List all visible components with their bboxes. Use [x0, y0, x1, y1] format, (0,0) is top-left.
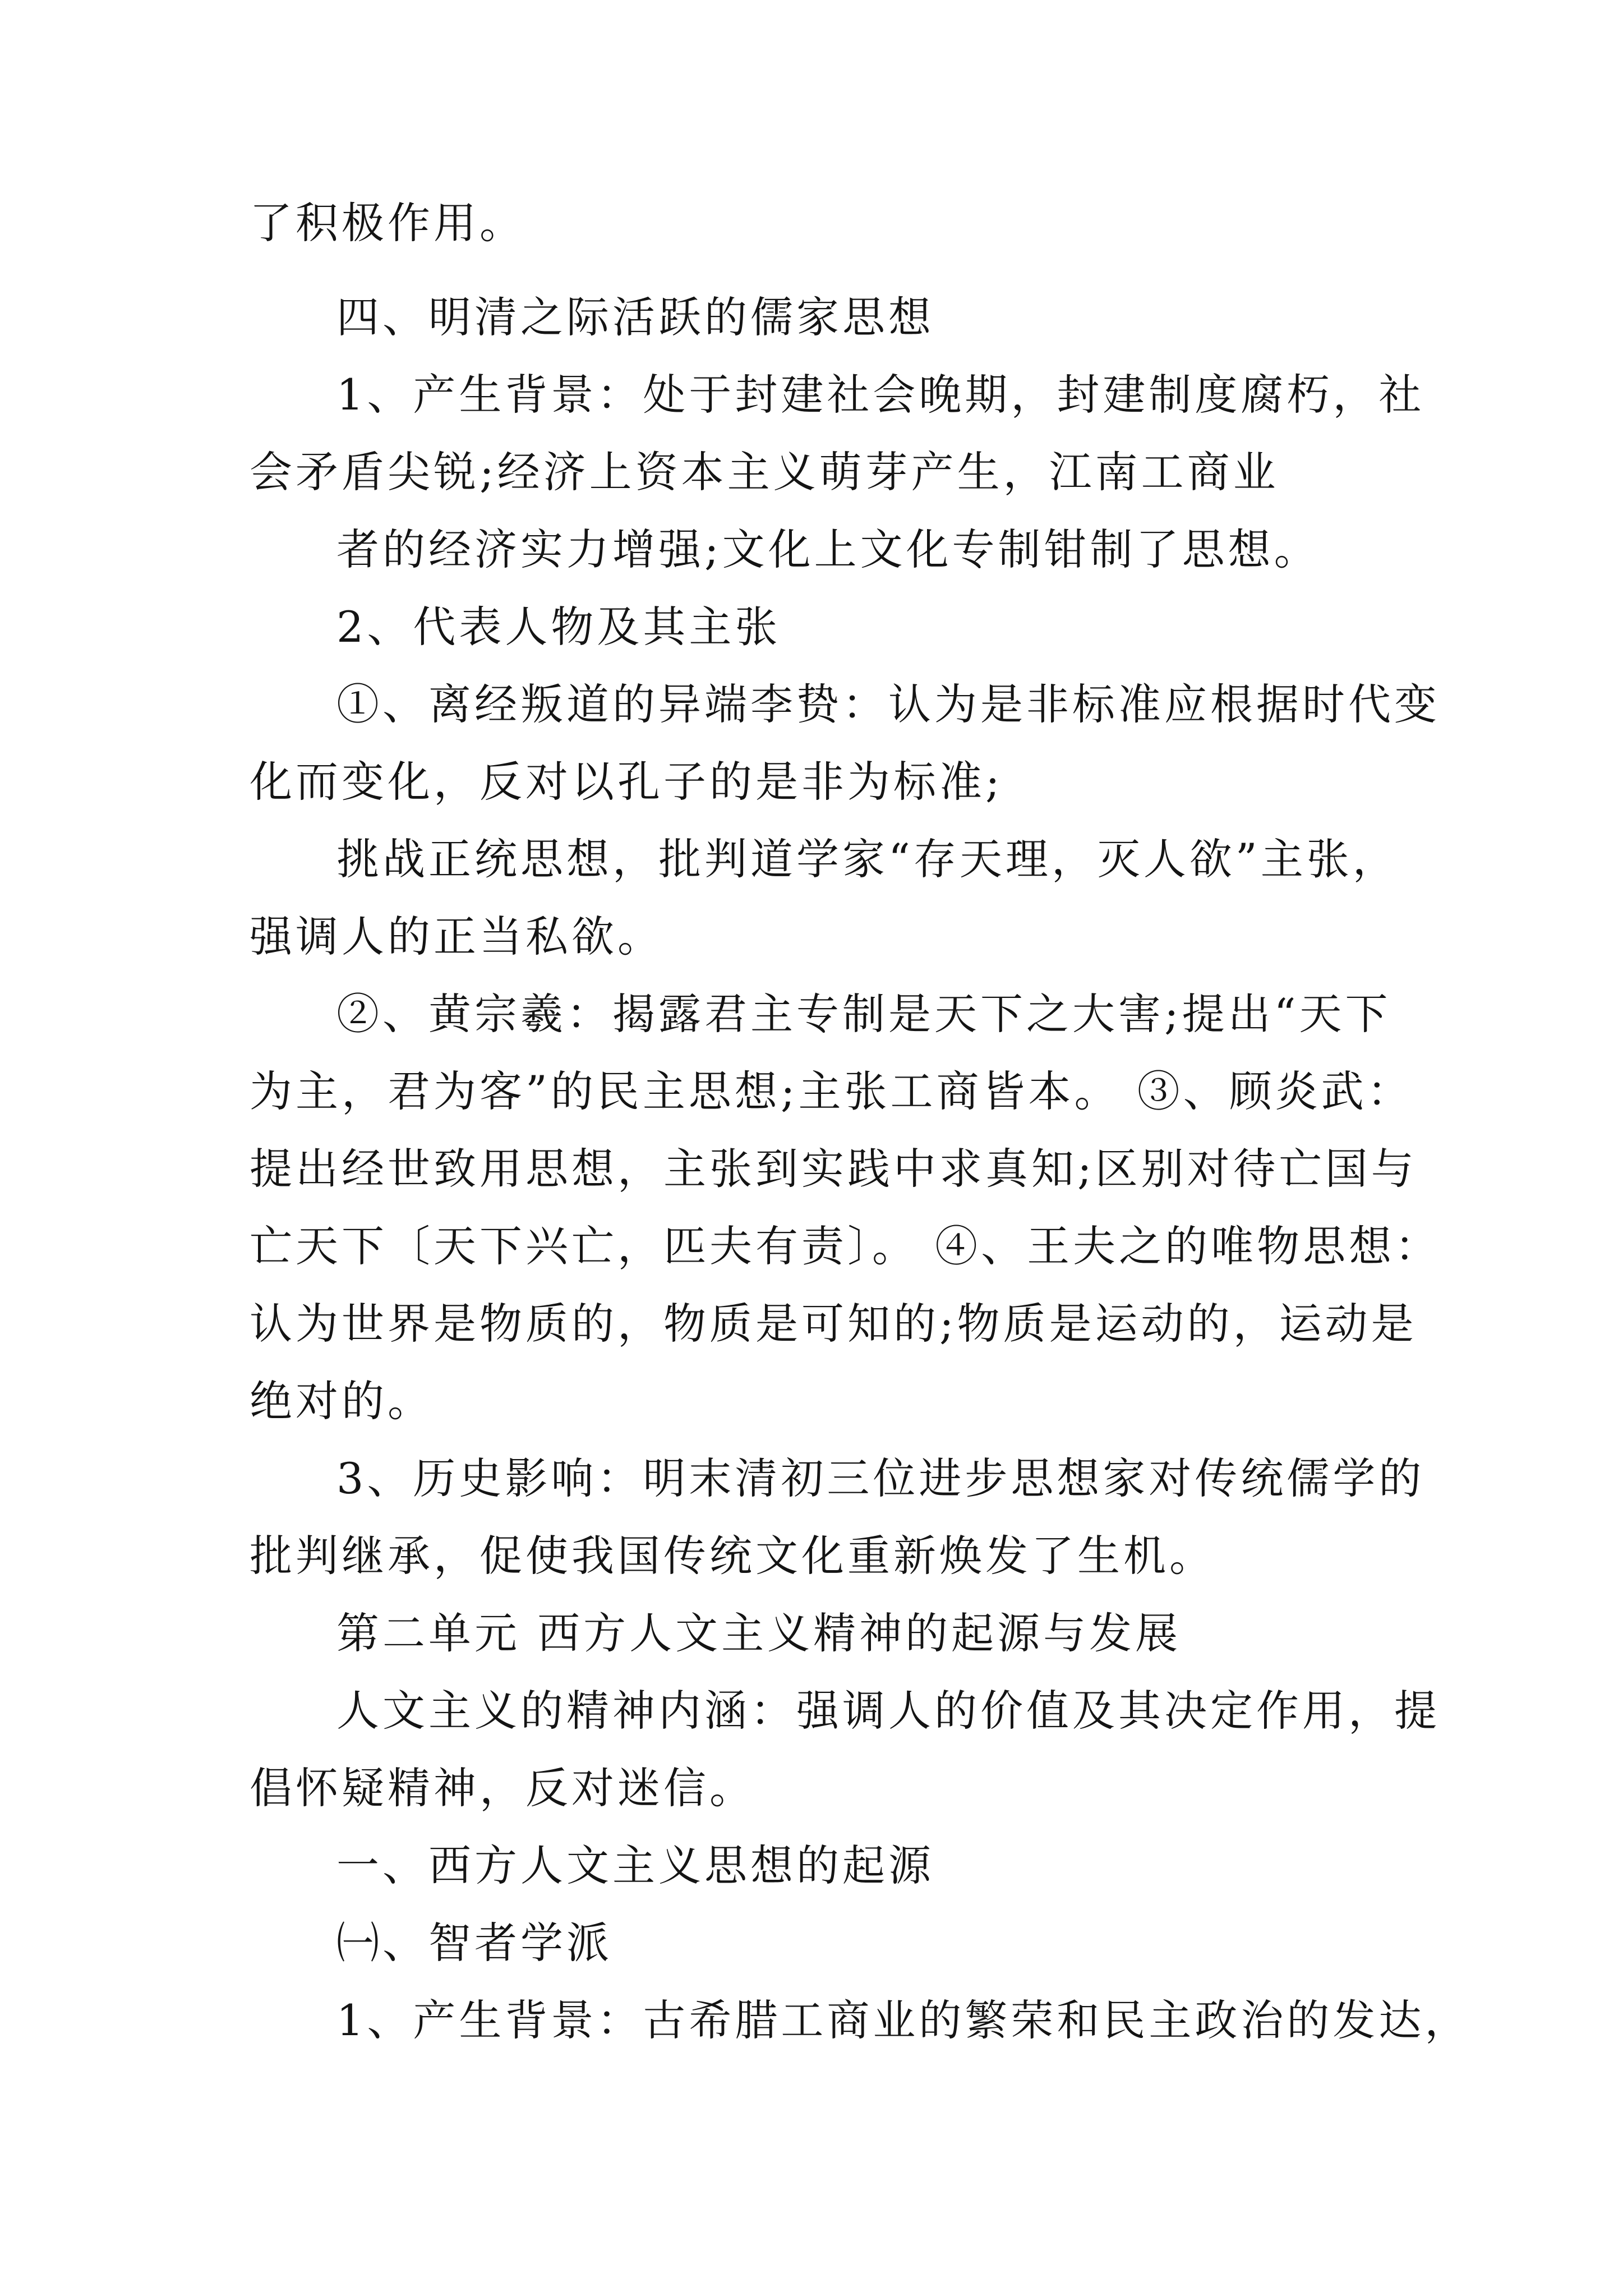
text-line: 化而变化，反对以孔子的是非为标准; — [250, 757, 1003, 807]
text-line: 了积极作用。 — [250, 198, 525, 248]
text-line: 会矛盾尖锐;经济上资本主义萌芽产生，江南工商业 — [250, 447, 1279, 497]
text-line: 者的经济实力增强;文化上文化专制钳制了思想。 — [336, 524, 1320, 574]
text-line: 认为世界是物质的，物质是可知的;物质是运动的，运动是 — [250, 1299, 1417, 1349]
section-heading: 一、西方人文主义思想的起源 — [336, 1841, 934, 1890]
text-line: ②、黄宗羲：揭露君主专制是天下之大害;提出“天下 — [336, 989, 1391, 1039]
text-line: 3、历史影响：明末清初三位进步思想家对传统儒学的 — [336, 1453, 1425, 1503]
text-line: 亡天下〔天下兴亡，匹夫有责〕。 ④、王夫之的唯物思想： — [250, 1221, 1441, 1271]
text-line: 为主，君为客”的民主思想;主张工商皆本。 ③、顾炎武： — [250, 1066, 1413, 1116]
text-line: 强调人的正当私欲。 — [250, 912, 663, 961]
text-line: 1、产生背景：处于封建社会晚期，封建制度腐朽，社 — [336, 370, 1425, 420]
subsection-heading: 2、代表人物及其主张 — [336, 602, 781, 652]
text-line: 倡怀疑精神，反对迷信。 — [250, 1763, 755, 1813]
text-line: ①、离经叛道的异端李贽：认为是非标准应根据时代变 — [336, 679, 1440, 729]
text-line: 挑战正统思想，批判道学家“存天理，灭人欲”主张， — [336, 834, 1399, 884]
text-line: 绝对的。 — [250, 1376, 434, 1426]
text-line: 批判继承，促使我国传统文化重新焕发了生机。 — [250, 1531, 1215, 1581]
section-heading: 四、明清之际活跃的儒家思想 — [336, 292, 934, 342]
unit-heading: 第二单元 西方人文主义精神的起源与发展 — [336, 1608, 1182, 1658]
text-line: 1、产生背景：古希腊工商业的繁荣和民主政治的发达， — [336, 1995, 1471, 2045]
text-line: 人文主义的精神内涵：强调人的价值及其决定作用，提 — [336, 1686, 1440, 1736]
subsection-heading: ㈠、智者学派 — [336, 1918, 612, 1968]
text-line: 提出经世致用思想，主张到实践中求真知;区别对待亡国与 — [250, 1144, 1417, 1194]
